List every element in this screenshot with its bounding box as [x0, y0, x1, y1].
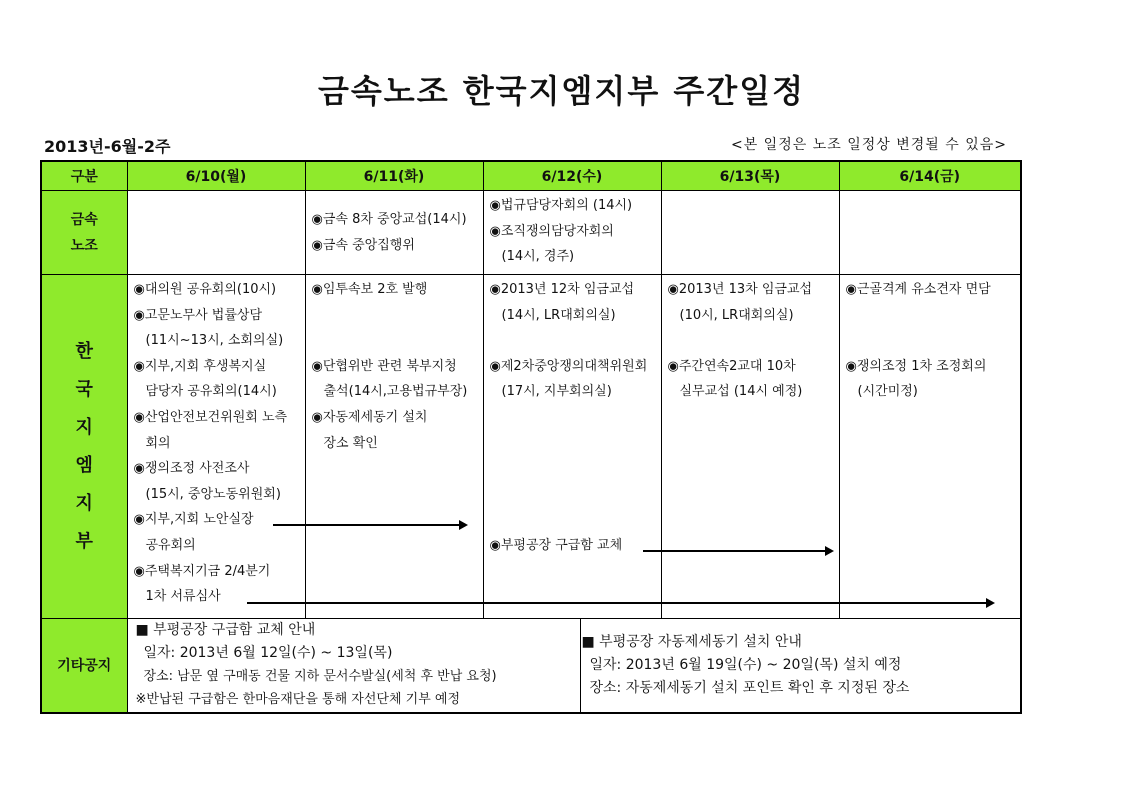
schedule-item: ◉쟁의조정 사전조사 — [133, 461, 250, 477]
notice-cell — [127, 619, 1021, 713]
branch-label-char: 한 — [75, 340, 93, 362]
schedule-item: ◉쟁의조정 1차 조정회의 — [845, 358, 987, 374]
notice-heading: ■ 부평공장 자동제세동기 설치 안내 — [581, 634, 802, 650]
branch-row-label — [41, 275, 127, 619]
schedule-item-detail: (14시, 경주) — [501, 249, 575, 265]
schedule-change-note: <본 일정은 노조 일정상 변경될 수 있음> — [730, 137, 1007, 153]
branch-label-char: 지 — [75, 492, 93, 514]
schedule-item: ◉주택복지기금 2/4분기 — [133, 563, 271, 579]
union-mon-cell — [127, 191, 305, 275]
duration-arrow — [643, 550, 832, 552]
schedule-item: ◉임투속보 2호 발행 — [311, 282, 428, 297]
schedule-item: ◉지부,지회 노안실장 — [133, 512, 254, 528]
schedule-item: ◉대의원 공유회의(10시) — [133, 282, 277, 297]
schedule-item: ◉2013년 13차 임금교섭 — [667, 282, 813, 297]
branch-label-char: 지 — [75, 416, 93, 438]
union-row — [41, 191, 1021, 275]
union-fri-cell — [839, 191, 1021, 275]
branch-label-char: 부 — [75, 530, 93, 552]
schedule-item: ◉조직쟁의담당자회의 — [489, 223, 614, 239]
day-header-thu: 6/13(목) — [661, 161, 839, 191]
schedule-table — [40, 160, 1022, 714]
schedule-item-detail: (17시, 지부회의실) — [501, 384, 612, 400]
branch-mon-cell — [127, 275, 305, 619]
union-label-line2: 노조 — [70, 237, 98, 254]
schedule-item-detail: (11시~13시, 소회의실) — [145, 333, 284, 349]
union-label-line1: 금속 — [70, 211, 98, 228]
branch-tue-cell — [305, 275, 483, 619]
notice-row-label: 기타공지 — [41, 619, 127, 713]
schedule-item: ◉금속 중앙집행위 — [311, 237, 415, 253]
schedule-item: ◉자동제세동기 설치 — [311, 409, 428, 425]
schedule-item-detail: 장소 확인 — [323, 435, 378, 451]
schedule-item-detail: (15시, 중앙노동위원회) — [145, 486, 281, 502]
notice-line: 장소: 자동제세동기 설치 포인트 확인 후 지정된 장소 — [589, 680, 910, 696]
week-label: 2013년-6월-2주 — [44, 137, 171, 156]
schedule-item: ◉지부,지회 후생복지실 — [133, 358, 267, 374]
header-row — [41, 161, 1021, 191]
union-wed-cell — [483, 191, 661, 275]
schedule-item: ◉제2차중앙쟁의대책위원회 — [489, 358, 648, 374]
branch-row — [41, 275, 1021, 619]
union-tue-cell — [305, 191, 483, 275]
schedule-item-detail: 회의 — [145, 435, 171, 451]
schedule-item: ◉고문노무사 법률상담 — [133, 307, 262, 323]
schedule-item-detail: (14시, LR대회의실) — [501, 307, 616, 323]
union-thu-cell — [661, 191, 839, 275]
category-header: 구분 — [41, 161, 127, 191]
day-header-mon: 6/10(월) — [127, 161, 305, 191]
schedule-item: ◉부평공장 구급함 교체 — [489, 537, 623, 553]
day-header-tue: 6/11(화) — [305, 161, 483, 191]
union-row-label — [41, 191, 127, 275]
duration-arrow — [273, 524, 466, 526]
branch-fri-cell — [839, 275, 1021, 619]
schedule-item: ◉단협위반 관련 북부지청 — [311, 358, 457, 374]
schedule-item-detail: (10시, LR대회의실) — [679, 307, 794, 323]
branch-label-char: 엠 — [75, 454, 93, 476]
branch-wed-cell — [483, 275, 661, 619]
schedule-item-detail: 출석(14시,고용법규부장) — [323, 384, 468, 400]
notice-line: ※반납된 구급함은 한마음재단을 통해 자선단체 기부 예정 — [135, 692, 461, 707]
day-header-wed: 6/12(수) — [483, 161, 661, 191]
notice-first-aid-box — [128, 619, 581, 712]
notice-heading: ■ 부평공장 구급함 교체 안내 — [135, 622, 316, 638]
schedule-item-detail: 실무교섭 (14시 예정) — [679, 384, 803, 400]
day-header-fri: 6/14(금) — [839, 161, 1021, 191]
branch-label-char: 국 — [75, 378, 93, 400]
schedule-item-detail: 공유회의 — [145, 537, 196, 553]
notice-line: 장소: 남문 옆 구매동 건물 지하 문서수발실(세척 후 반납 요청) — [143, 669, 497, 684]
branch-thu-cell — [661, 275, 839, 619]
notice-row — [41, 619, 1021, 713]
duration-arrow — [247, 602, 993, 604]
schedule-item: ◉법규담당자회의 (14시) — [489, 198, 633, 213]
schedule-item: ◉근골격계 유소견자 면담 — [845, 282, 991, 297]
page-title: 금속노조 한국지엠지부 주간일정 — [317, 72, 806, 110]
schedule-item: ◉금속 8차 중앙교섭(14시) — [311, 212, 467, 227]
schedule-item: ◉산업안전보건위원회 노측 — [133, 409, 288, 425]
schedule-item: ◉주간연속2교대 10차 — [667, 358, 796, 374]
schedule-item-detail: 1차 서류심사 — [145, 589, 221, 605]
notice-line: 일자: 2013년 6월 12일(수) ~ 13일(목) — [143, 645, 393, 661]
notice-defibrillator-box — [574, 619, 1021, 712]
notice-line: 일자: 2013년 6월 19일(수) ~ 20일(목) 설치 예정 — [589, 657, 902, 673]
schedule-item-detail: 담당자 공유회의(14시) — [145, 384, 277, 400]
schedule-item: ◉2013년 12차 임금교섭 — [489, 282, 635, 297]
schedule-item-detail: (시간미정) — [857, 384, 918, 400]
